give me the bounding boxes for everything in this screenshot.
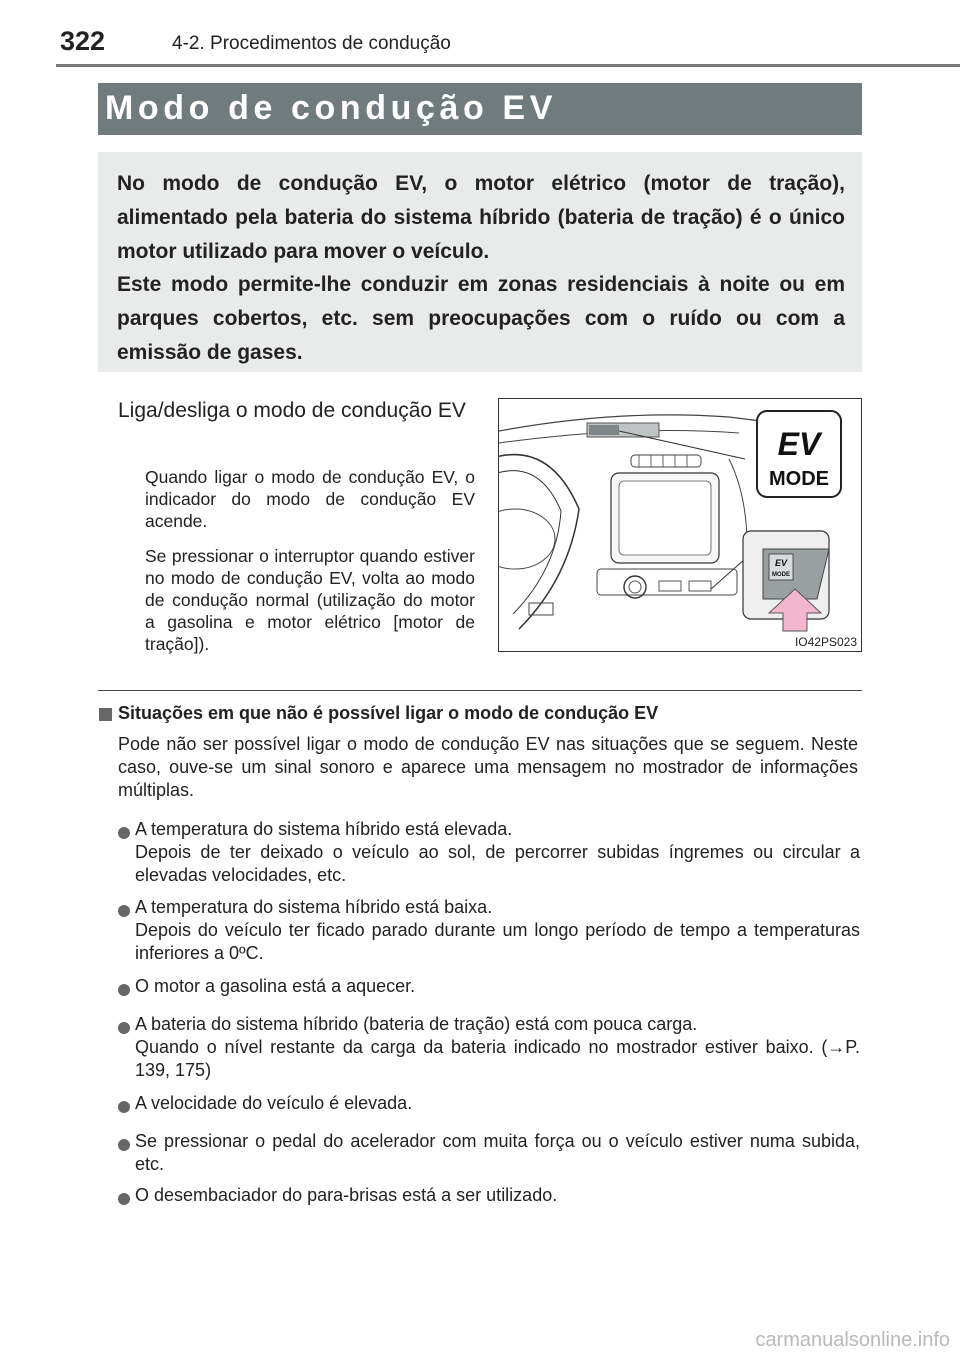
subsection-intro: Pode não ser possível ligar o modo de condução EV nas situações que se seguem. Neste caso, ouve-se um sinal sonoro e aparece uma mensagem no mostrador de informações múltiplas. [118,734,858,800]
round-bullet-icon [118,1139,130,1151]
step-description-2: Se pressionar o interruptor quando estiver no modo de condução EV, volta ao modo de condução normal (utilização do motor a gasolina e motor elétrico [motor de tração]). [145,546,475,654]
step-description-1: Quando ligar o modo de condução EV, o indicador do modo de condução EV acende. [145,467,475,531]
button-mode-label: MODE [772,572,790,578]
intro-paragraph-2: Este modo permite-lhe conduzir em zonas residenciais à noite ou em parques cobertos, etc. sem preocupações com o ruído ou com a emissão de gases. [117,273,845,364]
round-bullet-icon [118,1193,130,1205]
step-title: Liga/desliga o modo de condução EV [118,399,466,422]
badge-mode-label: MODE [769,468,829,490]
square-bullet-icon [99,708,112,721]
badge-ev-label: EV [777,426,821,462]
list-item-detail: Quando o nível restante da carga da bateria indicado no mostrador estiver baixo. (→P. 139, 175) [135,1037,860,1080]
list-item-text: A temperatura do sistema híbrido está baixa. [135,897,493,917]
intro-paragraph-1: No modo de condução EV, o motor elétrico (motor de tração), alimentado pela bateria do sistema híbrido (bateria de tração) é o único motor utilizado para mover o veículo. [117,172,845,263]
running-head: 4-2. Procedimentos de condução [172,33,451,54]
list-item-text: O desembaciador do para-brisas está a ser utilizado. [135,1185,558,1205]
list-item-text: A bateria do sistema híbrido (bateria de tração) está com pouca carga. [135,1014,698,1034]
header-rule [56,64,960,67]
list-item-text: A temperatura do sistema híbrido está elevada. [135,819,513,839]
round-bullet-icon [118,827,130,839]
list-item-detail: Depois do veículo ter ficado parado durante um longo período de tempo a temperaturas inferiores a 0ºC. [135,920,860,963]
list-item-detail: Depois de ter deixado o veículo ao sol, de percorrer subidas íngremes ou circular a elevadas velocidades, etc. [135,842,860,885]
figure-code: IO42PS023 [794,635,857,649]
round-bullet-icon [118,1022,130,1034]
round-bullet-icon [118,984,130,996]
list-item-text: A velocidade do veículo é elevada. [135,1093,413,1113]
ev-mode-illustration [498,398,862,652]
round-bullet-icon [118,905,130,917]
button-ev-label: EV [774,558,788,568]
page-number: 322 [60,26,106,56]
section-title: Modo de condução EV [105,89,557,127]
round-bullet-icon [118,1101,130,1113]
dashboard-drawing [499,399,862,652]
subsection-heading: Situações em que não é possível ligar o modo de condução EV [118,703,659,723]
watermark: carmanualsonline.info [755,1329,950,1351]
section-divider [98,690,862,691]
list-item-text: O motor a gasolina está a aquecer. [135,976,416,996]
list-item-text: Se pressionar o pedal do acelerador com muita força ou o veículo estiver numa subida, etc. [135,1131,860,1174]
